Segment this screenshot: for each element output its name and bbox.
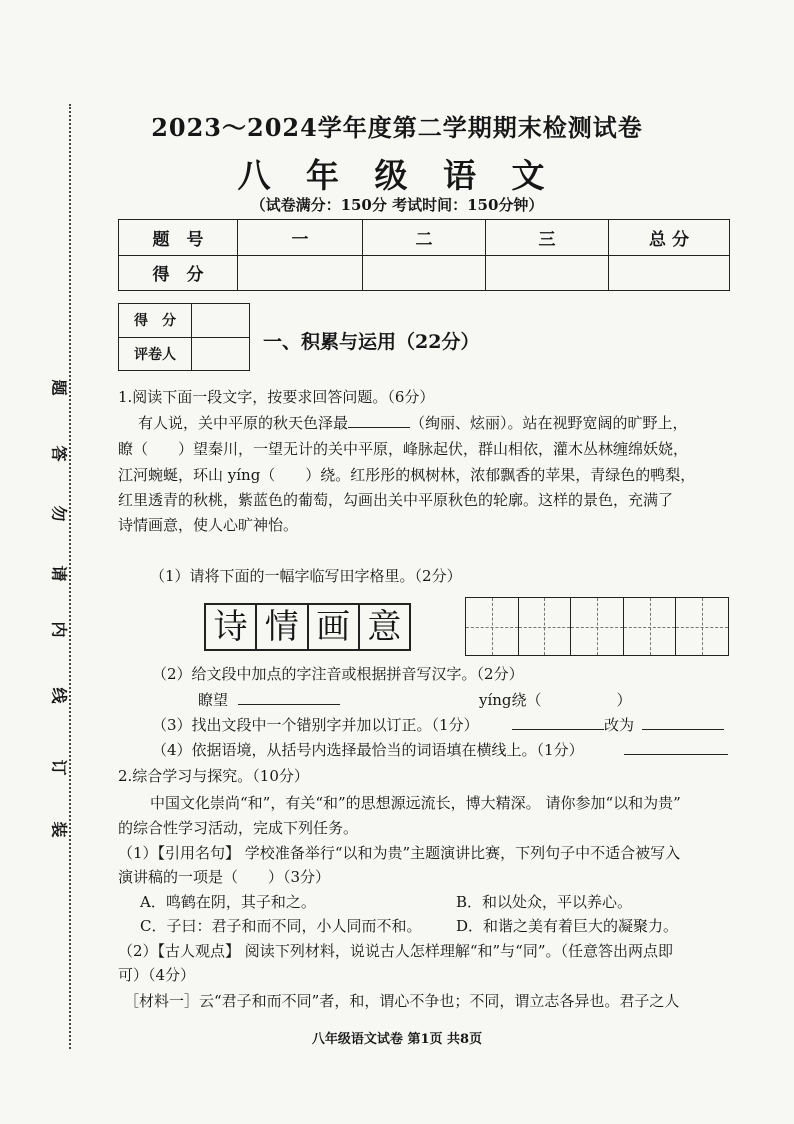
q1-passage-line: 诗情画意，使人心旷神怡。	[118, 516, 299, 534]
q2-material1: ［材料一］云“君子和而不同”者，和，谓心不争也；不同，谓立志各异也。君子之人	[124, 992, 680, 1010]
q1-sub3-answer	[512, 712, 724, 738]
calligraphy-char: 画	[309, 605, 360, 649]
score-table	[118, 219, 730, 291]
q1-sub3: （3）找出文段中一个错别字并加以订正。（1分）	[152, 716, 479, 734]
q1-sub4-answer	[624, 737, 728, 763]
q2-option-a: A．鸣鹤在阴，其子和之。	[140, 893, 316, 911]
score-table-header-cell: 题 号	[119, 220, 238, 256]
side-strip-char: 答	[49, 445, 69, 462]
q1-passage-line	[138, 410, 688, 436]
side-strip-char: 题	[49, 379, 69, 396]
score-cell[interactable]	[486, 255, 609, 291]
section-heading: 一、积累与运用（22分）	[263, 331, 480, 353]
side-strip-char: 内	[49, 621, 69, 638]
grader-box	[118, 303, 250, 371]
grader-label: 评卷人	[119, 337, 192, 371]
q2-task2: （2）【古人观点】 阅读下列材料，说说古人怎样理解“和”与“同”。（任意答出两点即	[118, 942, 673, 960]
score-table-header-cell: 二	[363, 220, 486, 256]
q1-passage-text: （绚丽、炫丽）。站在视野宽阔的旷野上，	[410, 414, 688, 432]
grader-score-cell[interactable]	[192, 304, 250, 338]
q1-sub2-a-blank[interactable]	[238, 689, 340, 705]
page-footer: 八年级语文试卷 第1页 共8页	[311, 1032, 483, 1047]
q1-sub2-a-line	[198, 687, 340, 713]
q2-task1: 演讲稿的一项是（ ）（3分）	[118, 868, 331, 886]
score-table-header-cell: 一	[238, 220, 363, 256]
score-cell[interactable]	[238, 255, 363, 291]
q1-sub1: （1）请将下面的一幅字临写田字格里。（2分）	[150, 567, 462, 585]
q1-sub3-blank-correct[interactable]	[642, 714, 724, 730]
subject-title: 八 年 级 语 文	[237, 156, 557, 195]
q1-sub2: （2）给文段中加点的字注音或根据拼音写汉字。（2分）	[152, 665, 524, 683]
q2-intro-line: 的综合性学习活动，完成下列任务。	[118, 819, 359, 837]
q2-intro-line: 中国文化崇尚“和”，有关“和”的思想源远流长，博大精深。 请你参加“以和为贵”	[150, 794, 681, 812]
exam-title: 2023～2024学年度第二学期期末检测试卷	[151, 113, 643, 142]
side-strip-char: 请	[49, 565, 69, 582]
score-row-label: 得 分	[119, 255, 238, 291]
tian-grid[interactable]	[465, 597, 729, 656]
q1-sub4-blank[interactable]	[624, 739, 728, 755]
tian-grid-cell[interactable]	[519, 598, 572, 655]
q1-sub3-blank-wrong[interactable]	[512, 714, 604, 730]
q2-stem: 2.综合学习与探究。（10分）	[118, 767, 309, 785]
calligraphy-sample	[204, 603, 411, 651]
q1-sub2-b: yíng绕（ ）	[479, 691, 632, 709]
score-table-header-cell: 三	[486, 220, 609, 256]
q1-passage-line: 瞭（ ）望秦川，一望无计的关中平原，峰脉起伏，群山相依，灌木丛林缠绵妖娆，	[118, 440, 689, 458]
q1-sub4: （4）依据语境，从括号内选择最恰当的词语填在横线上。（1分）	[152, 741, 584, 759]
grader-cell[interactable]	[192, 337, 250, 371]
tian-grid-cell[interactable]	[676, 598, 728, 655]
side-strip-char: 线	[49, 687, 69, 704]
q1-stem: 1.阅读下面一段文字，按要求回答问题。（6分）	[118, 388, 435, 406]
side-strip-char: 装	[49, 821, 69, 838]
q1-answer-blank[interactable]	[348, 412, 410, 428]
tian-grid-cell[interactable]	[466, 598, 519, 655]
tian-grid-cell[interactable]	[624, 598, 677, 655]
tian-grid-cell[interactable]	[571, 598, 624, 655]
q2-option-b: B．和以处众，平以养心。	[456, 893, 633, 911]
side-strip-char: 勿	[49, 505, 69, 522]
q1-sub3-change-label: 改为	[604, 716, 635, 734]
q1-sub2-a: 瞭望	[198, 691, 229, 709]
score-table-header-cell: 总 分	[609, 220, 730, 256]
side-strip-char: 订	[49, 759, 69, 776]
q1-passage-line: 江河蜿蜒，环山 yíng（ ）绕。红彤彤的枫树林，浓郁飘香的苹果，青绿色的鸭梨，	[118, 466, 696, 484]
q2-option-d: D．和谐之美有着巨大的凝聚力。	[456, 917, 679, 935]
q1-passage-line: 红里透青的秋桃，紫蓝色的葡萄，勾画出关中平原秋色的轮廓。这样的景色，充满了	[118, 491, 674, 509]
exam-meta: （试卷满分：150分 考试时间：150分钟）	[250, 196, 544, 214]
grader-score-label: 得 分	[119, 304, 192, 338]
q2-option-c: C．子曰：君子和而不同，小人同而不和。	[140, 917, 422, 935]
q2-task2: 可）（4分）	[118, 966, 196, 984]
score-cell[interactable]	[363, 255, 486, 291]
q1-passage-text: 有人说，关中平原的秋天色泽最	[138, 414, 349, 432]
calligraphy-char: 意	[367, 607, 402, 647]
calligraphy-char: 情	[257, 605, 308, 649]
score-cell[interactable]	[609, 255, 730, 291]
q2-task1: （1）【引用名句】 学校准备举行“以和为贵”主题演讲比赛，下列句子中不适合被写入	[118, 844, 681, 862]
calligraphy-char: 诗	[206, 605, 257, 649]
